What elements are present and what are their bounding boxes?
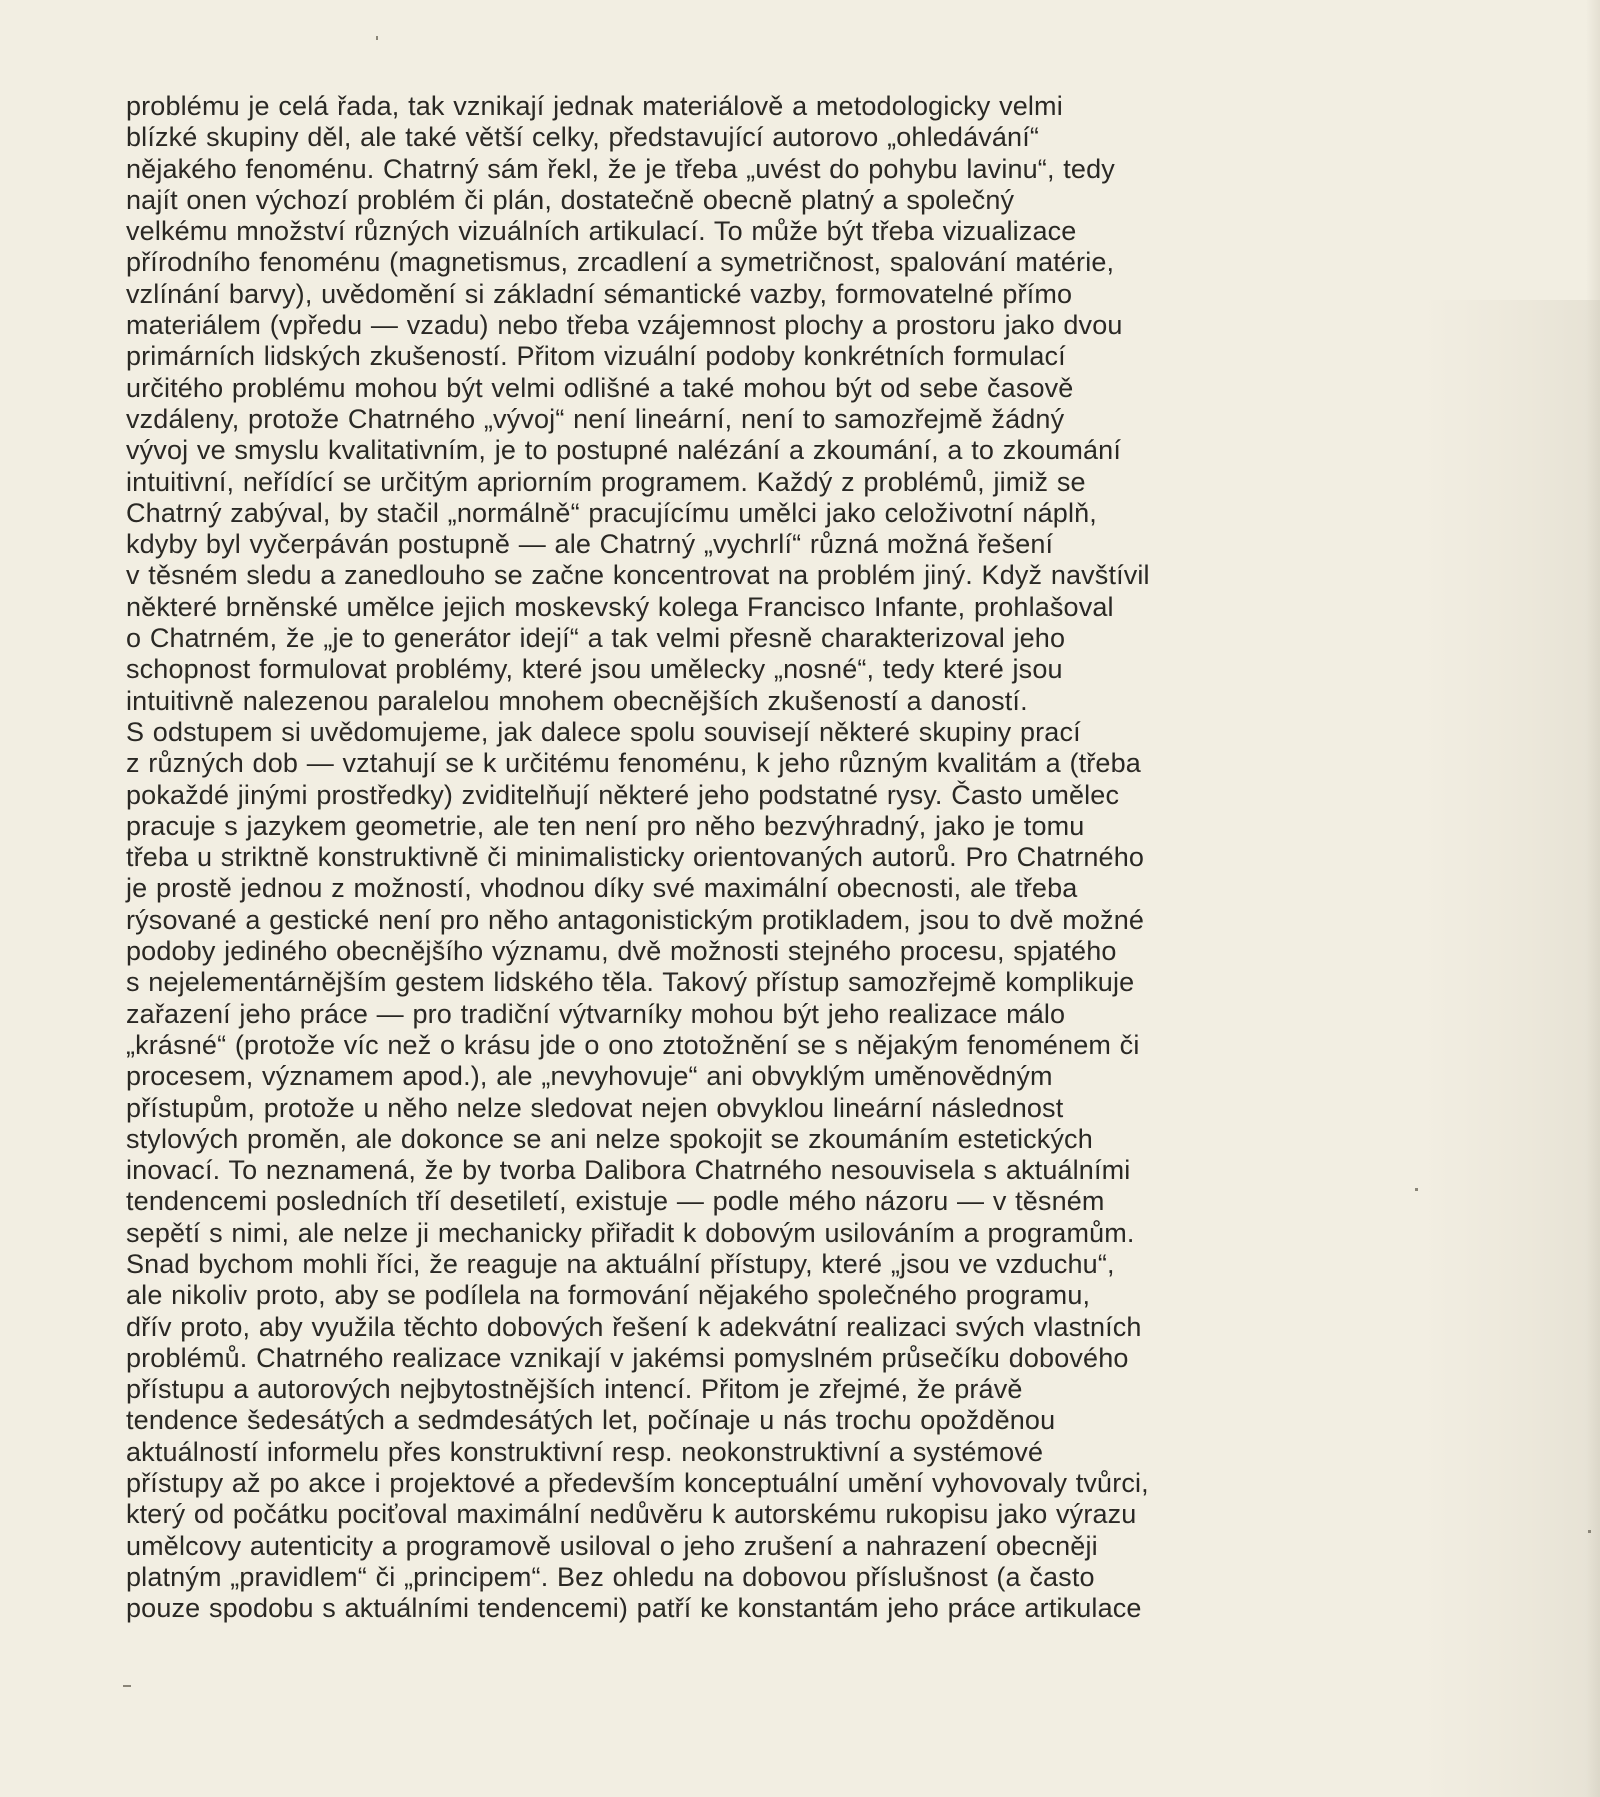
text-line: Chatrný zabýval, by stačil „normálně“ pracujícímu umělci jako celoživotní náplň,	[126, 497, 1097, 528]
text-line: Snad bychom mohli říci, že reaguje na aktuální přístupy, které „jsou ve vzduchu“,	[126, 1248, 1115, 1279]
page-edge-shadow	[1586, 0, 1600, 1797]
text-line: dřív proto, aby využila těchto dobových řešení k adekvátní realizaci svých vlastních	[126, 1311, 1142, 1342]
text-line: intuitivní, neřídící se určitým apriorním programem. Každý z problémů, jimiž se	[126, 466, 1086, 497]
scan-speck	[376, 36, 378, 40]
text-line: aktuálností informelu přes konstruktivní resp. neokonstruktivní a systémové	[126, 1436, 1044, 1467]
text-line: zařazení jeho práce — pro tradiční výtvarníky mohou být jeho realizace málo	[126, 998, 1066, 1029]
text-line: podoby jediného obecnějšího významu, dvě možnosti stejného procesu, spjatého	[126, 936, 1117, 967]
text-line: přístupy až po akce i projektové a především konceptuální umění vyhovovaly tvůrci,	[126, 1468, 1149, 1499]
text-line: „krásné“ (protože víc než o krásu jde o ono ztotožnění se s nějakým fenoménem či	[126, 1029, 1140, 1060]
text-line: o Chatrném, že „je to generátor idejí“ a tak velmi přesně charakterizoval jeho	[126, 623, 1066, 654]
text-line: přírodního fenoménu (magnetismus, zrcadlení a symetričnost, spalování matérie,	[126, 247, 1115, 278]
text-line: inovací. To neznamená, že by tvorba Dalibora Chatrného nesouvisela s aktuálními	[126, 1155, 1131, 1186]
text-line: s nejelementárnějším gestem lidského těla. Takový přístup samozřejmě komplikuje	[126, 967, 1135, 998]
text-line: třeba u striktně konstruktivně či minimalisticky orientovaných autorů. Pro Chatrného	[126, 842, 1145, 873]
text-line: vzdáleny, protože Chatrného „vývoj“ není lineární, není to samozřejmě žádný	[126, 403, 1065, 434]
text-line: určitého problému mohou být velmi odlišné a také mohou být od sebe časově	[126, 372, 1074, 403]
text-line: pokaždé jinými prostředky) zviditelňují některé jeho podstatné rysy. Často umělec	[126, 779, 1120, 810]
text-line: kdyby byl vyčerpáván postupně — ale Chatrný „vychrlí“ různá možná řešení	[126, 529, 1054, 560]
text-line: problémů. Chatrného realizace vznikají v jakémsi pomyslném průsečíku dobového	[126, 1342, 1129, 1373]
text-line: který od počátku pociťoval maximální nedůvěru k autorskému rukopisu jako výrazu	[126, 1499, 1137, 1530]
text-line: blízké skupiny děl, ale také větší celky, představující autorovo „ohledávání“	[126, 122, 1040, 153]
text-line: velkému množství různých vizuálních artikulací. To může být třeba vizualizace	[126, 216, 1077, 247]
text-line: některé brněnské umělce jejich moskevský kolega Francisco Infante, prohlašoval	[126, 591, 1114, 622]
text-line: pracuje s jazykem geometrie, ale ten není pro něho bezvýhradný, jako je tomu	[126, 810, 1085, 841]
text-line: schopnost formulovat problémy, které jsou umělecky „nosné“, tedy které jsou	[126, 654, 1063, 685]
text-line: z různých dob — vztahují se k určitému fenoménu, k jeho různým kvalitám a (třeba	[126, 748, 1141, 779]
scan-speck	[123, 1685, 131, 1687]
text-line: ale nikoliv proto, aby se podílela na formování nějakého společného programu,	[126, 1280, 1091, 1311]
body-text	[126, 91, 1446, 1625]
text-line: materiálem (vpředu — vzadu) nebo třeba vzájemnost plochy a prostoru jako dvou	[126, 310, 1123, 341]
text-line: tendence šedesátých a sedmdesátých let, počínaje u nás trochu opožděnou	[126, 1405, 1056, 1436]
text-line: primárních lidských zkušeností. Přitom vizuální podoby konkrétních formulací	[126, 341, 1066, 372]
text-line: pouze spodobu s aktuálními tendencemi) patří ke konstantám jeho práce artikulace	[126, 1593, 1142, 1624]
text-line: přístupu a autorových nejbytostnějších intencí. Přitom je zřejmé, že právě	[126, 1374, 1023, 1405]
text-line: tendencemi posledních tří desetiletí, existuje — podle mého názoru — v těsném	[126, 1186, 1105, 1217]
text-line: vývoj ve smyslu kvalitativním, je to postupné nalézání a zkoumání, a to zkoumání	[126, 435, 1121, 466]
text-line: umělcovy autenticity a programově usiloval o jeho zrušení a nahrazení obecněji	[126, 1530, 1098, 1561]
text-line: S odstupem si uvědomujeme, jak dalece spolu souvisejí některé skupiny prací	[126, 716, 1081, 747]
reverse-side-show-through	[1420, 300, 1600, 1797]
text-line: přístupům, protože u něho nelze sledovat nejen obvyklou lineární následnost	[126, 1092, 1064, 1123]
text-line: najít onen výchozí problém či plán, dostatečně obecně platný a společný	[126, 184, 1015, 215]
text-line: procesem, významem apod.), ale „nevyhovuje“ ani obvyklým uměnovědným	[126, 1061, 1053, 1092]
text-line: platným „pravidlem“ či „principem“. Bez ohledu na dobovou příslušnost (a často	[126, 1561, 1095, 1592]
text-line: v těsném sledu a zanedlouho se začne koncentrovat na problém jiný. Když navštívil	[126, 560, 1150, 591]
text-line: je prostě jednou z možností, vhodnou díky své maximální obecnosti, ale třeba	[126, 873, 1078, 904]
text-line: nějakého fenoménu. Chatrný sám řekl, že je třeba „uvést do pohybu lavinu“, tedy	[126, 153, 1115, 184]
text-line: vzlínání barvy), uvědomění si základní sémantické vazby, formovatelné přímo	[126, 278, 1073, 309]
scan-speck	[1588, 1530, 1591, 1533]
text-line: stylových proměn, ale dokonce se ani nelze spokojit se zkoumáním estetických	[126, 1123, 1093, 1154]
text-line: intuitivně nalezenou paralelou mnohem obecnějších zkušeností a daností.	[126, 685, 1028, 716]
text-line: rýsované a gestické není pro něho antagonistickým protikladem, jsou to dvě možné	[126, 904, 1145, 935]
text-line: sepětí s nimi, ale nelze ji mechanicky přiřadit k dobovým usilováním a programům.	[126, 1217, 1135, 1248]
text-line: problému je celá řada, tak vznikají jednak materiálově a metodologicky velmi	[126, 91, 1063, 121]
